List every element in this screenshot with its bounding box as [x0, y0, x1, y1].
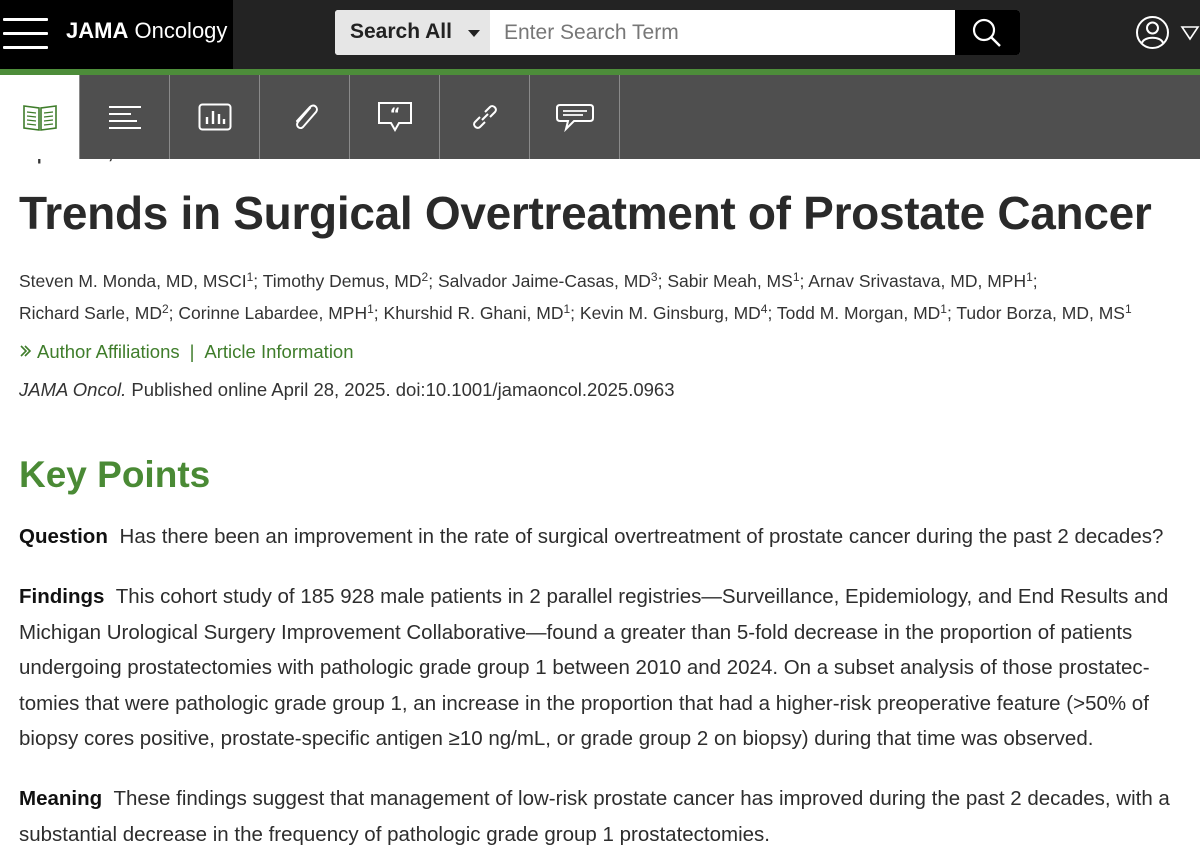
author[interactable]: Steven M. Monda, MD, MSCI$^1$ [19, 270, 254, 291]
svg-text:“: “ [389, 104, 400, 123]
journal-abbrev: JAMA Oncol. [19, 379, 127, 400]
meaning-text: These findings suggest that management of low-risk prostate cancer has improved during the past 2 decades, with a substantial decrease in the frequency of pathologic grade group 1 prostatectomies. [19, 787, 1170, 846]
author[interactable]: Salvador Jaime-Casas, $MD^3$ [437, 270, 658, 291]
journal-logo[interactable]: JAMA Oncology [66, 18, 228, 43]
author[interactable]: Corinne Labardee, MPH$^1$ [178, 302, 374, 323]
author-links [19, 341, 354, 363]
link-icon [468, 100, 502, 134]
key-point-question [19, 519, 1189, 555]
hamburger-menu-icon[interactable] [0, 14, 50, 54]
author[interactable]: Todd M. Morgan, $MD^1$ [776, 302, 947, 323]
author-affiliations-link[interactable]: Author Affiliations [19, 341, 180, 362]
search-bar [335, 10, 1020, 55]
meaning-label: Meaning [19, 787, 103, 810]
citation-text: Published online April 28, 2025. doi:10.1001/jamaoncol.2025.0963 [126, 379, 675, 400]
link-separator: | [189, 341, 195, 362]
key-points-heading: Key Points [19, 454, 211, 495]
findings-text: This cohort study of 185 928 male patients in 2 parallel registries—Surveillance, Epidemiology, and End Results and Michigan Urological Surgery Improvement Collaborative—found a greater than 5-fold decrease in the proportion of patients undergoing prostatectomies with pathologic grade group 1 between 2010 and 2024. On a subset analysis of those prostatectomies that were pathologic grade group 1, an increase in the proportion that had a higher-risk preoperative feature (>50% of biopsy cores positive, prostate-specific antigen ≥10 ng/mL, or grade group 2 on biopsy) during that time was observed. [19, 585, 1169, 750]
author[interactable]: Richard Sarle, $MD^2$ [19, 302, 169, 323]
author[interactable]: Tudor Borza, MD, $MS^1$ [956, 302, 1132, 323]
search-button[interactable] [955, 10, 1020, 55]
quote-icon [377, 101, 413, 133]
findings-label: Findings [19, 585, 105, 608]
article-icon [22, 102, 58, 132]
question-text: Has there been an improvement in the rate of surgical overtreatment of prostate cancer during the past 2 decades? [119, 525, 1164, 548]
tool-supplement[interactable] [260, 75, 350, 159]
author[interactable]: Kevin M. Ginsburg, $MD^4$ [579, 302, 768, 323]
double-chevron-right-icon [19, 341, 33, 363]
author-list: Steven M. Monda, MD, MSCI$^1$; Timothy Demus, $MD^2$; Salvador Jaime-Casas, $MD^3$; Sabir Meah, $MS^1$; Arnav Srivastava, MD, MPH$^1$; Richard Sarle, $MD^2$; Corinne Labardee, MPH$^1$; Khurshid R. Ghani, $MD^1$; Kevin M. Ginsburg, $MD^4$; Todd M. Morgan, $MD^1$; Tudor Borza, MD, $MS^1$ [19, 270, 1132, 323]
user-account-icon[interactable] [1135, 15, 1170, 50]
author[interactable]: Arnav Srivastava, MD, MPH$^1$ [808, 270, 1033, 291]
question-label: Question [19, 525, 108, 548]
search-icon [971, 17, 1003, 49]
author[interactable]: Sabir Meah, $MS^1$ [667, 270, 800, 291]
tool-permissions[interactable] [440, 75, 530, 159]
account-dropdown-icon[interactable] [1180, 24, 1200, 42]
article-information-link[interactable]: Article Information [204, 341, 354, 362]
article-toolbar [0, 75, 1200, 159]
tool-article[interactable] [0, 75, 80, 159]
search-input[interactable] [490, 10, 955, 55]
author[interactable]: Khurshid R. Ghani, $MD^1$ [383, 302, 571, 323]
key-point-meaning [19, 781, 1189, 852]
author[interactable]: Timothy Demus, $MD^2$ [262, 270, 429, 291]
comments-icon [556, 102, 594, 132]
figures-icon [198, 103, 232, 131]
tool-cite[interactable] [350, 75, 440, 159]
outline-icon [107, 104, 143, 130]
article-title: Trends in Surgical Overtreatment of Prostate Cancer [19, 187, 1152, 239]
search-scope-label: Search All [350, 20, 452, 43]
tool-comments[interactable] [530, 75, 620, 159]
tool-outline[interactable] [80, 75, 170, 159]
search-scope-select[interactable] [335, 10, 490, 55]
site-header [0, 0, 1200, 69]
paperclip-icon [288, 100, 322, 134]
caret-down-icon [468, 30, 480, 37]
tool-figures[interactable] [170, 75, 260, 159]
citation [19, 379, 675, 401]
brand-block [0, 0, 233, 69]
key-point-findings [19, 579, 1189, 757]
